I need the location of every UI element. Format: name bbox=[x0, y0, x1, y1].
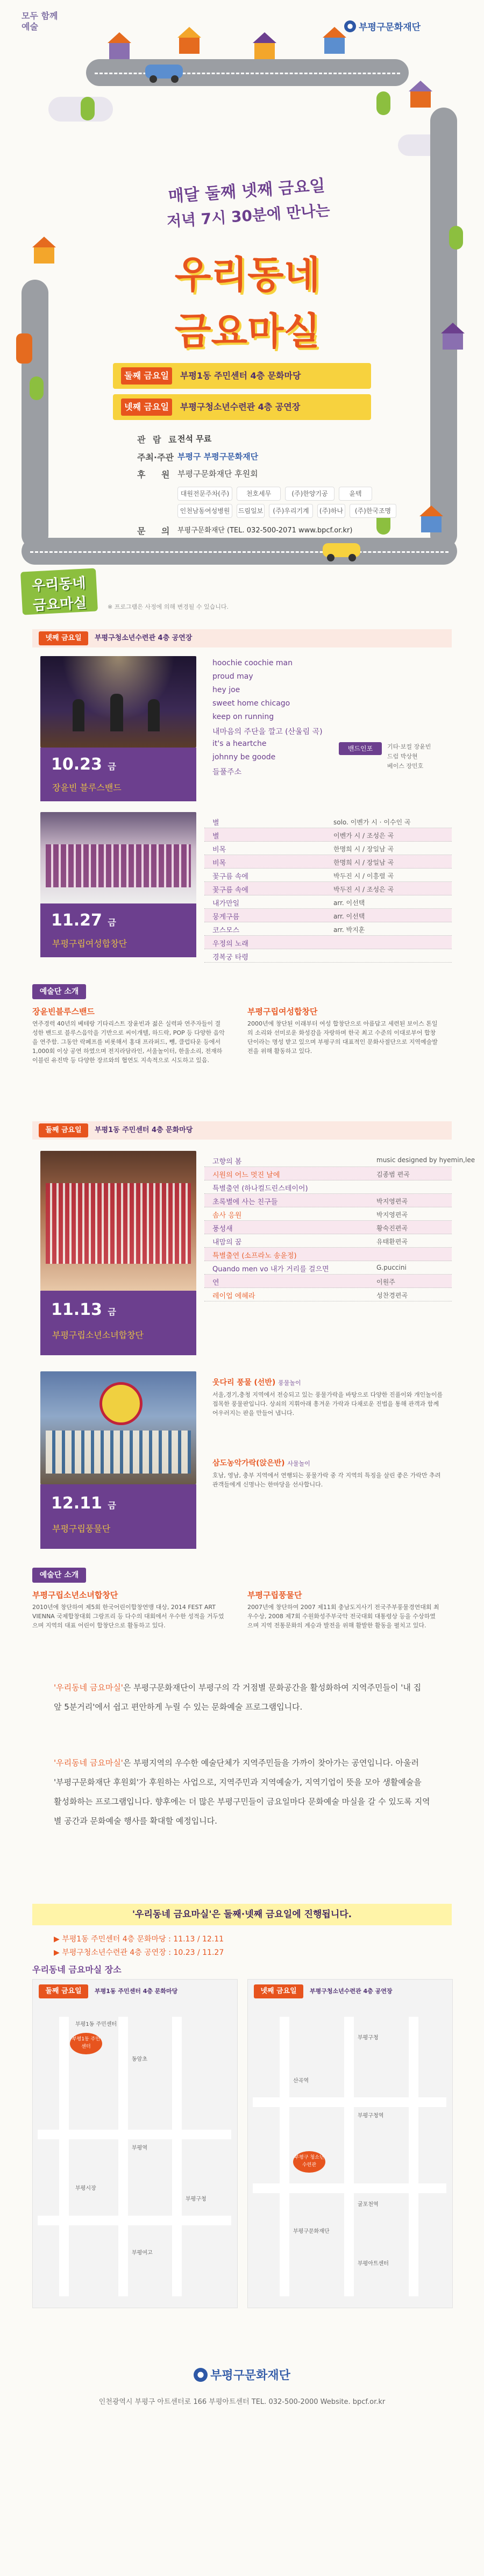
event3-performer: 부평구립소년소녀합창단 bbox=[52, 1330, 144, 1340]
map-road bbox=[118, 2017, 128, 2296]
sponsor-logo: 드림일보 bbox=[237, 504, 265, 518]
program-title: 별 bbox=[212, 819, 219, 827]
band-member: 드럼 박상현 bbox=[387, 753, 418, 760]
program-title: 연 bbox=[212, 1279, 219, 1287]
song-title: it's a heartche bbox=[212, 739, 267, 748]
event2-performer: 부평구립여성합창단 bbox=[52, 938, 127, 949]
event3-date bbox=[51, 1300, 116, 1319]
program-title: 레이업 에헤라 bbox=[212, 1292, 255, 1300]
sponsor-value: 부평구문화재단 후원회 bbox=[177, 469, 258, 479]
event3-date-value: 11.13 bbox=[51, 1300, 102, 1319]
sponsor-logo: (주)한양기공 bbox=[285, 487, 334, 501]
choir-rows bbox=[46, 844, 191, 887]
map-road bbox=[172, 2017, 182, 2296]
venue-tag-2: 넷째 금요일 bbox=[121, 399, 172, 416]
map2-tag: 넷째 금요일 bbox=[254, 1984, 303, 1998]
program-performer: 이원주 bbox=[376, 1278, 395, 1286]
car-icon bbox=[145, 65, 183, 79]
host-value: 부평구 부평구문화재단 bbox=[177, 452, 259, 461]
program-performer: 박두진 시 / 조성은 곡 bbox=[333, 886, 394, 893]
performer-figure bbox=[73, 699, 84, 731]
event1-date-value: 10.23 bbox=[51, 755, 102, 774]
band-member: 기타·보컬 장윤빈 bbox=[387, 743, 431, 750]
sponsor-logo: 인천남동여성병원 bbox=[177, 504, 232, 518]
hero-title-line2: 금요마실 bbox=[174, 309, 321, 353]
road-middle bbox=[22, 538, 457, 565]
event2-date bbox=[51, 911, 116, 930]
map1-place: 부평1동 주민센터 4층 문화마당 bbox=[95, 1988, 178, 1995]
sponsor-logo: 천호세무 bbox=[237, 487, 281, 501]
map2-label: 부평구청 bbox=[358, 2035, 379, 2041]
event1-date bbox=[51, 755, 116, 774]
band-member: 베이스 장민호 bbox=[387, 763, 424, 770]
song-title: sweet home chicago bbox=[212, 699, 290, 708]
map2-label: 부평아트센터 bbox=[358, 2261, 389, 2267]
event2-date-box bbox=[40, 903, 196, 957]
tree-icon bbox=[449, 226, 463, 250]
song-title: 들풀주소 bbox=[212, 768, 242, 777]
program-title: 초록별에 사는 친구들 bbox=[212, 1198, 278, 1206]
choir-rows bbox=[46, 1183, 191, 1264]
house-icon bbox=[108, 32, 131, 59]
program-performer: 이벤가 시 / 조성은 곡 bbox=[333, 832, 394, 839]
program-title: 경복궁 타령 bbox=[212, 953, 248, 962]
event4-performer: 부평구립풍물단 bbox=[52, 1524, 111, 1534]
program-title: 풍성새 bbox=[212, 1225, 233, 1233]
song-title: hoochie coochie man bbox=[212, 659, 293, 667]
program-row bbox=[204, 828, 452, 842]
reminder-1: ▶ 부평1동 주민센터 4층 문화마당 : 11.13 / 12.11 bbox=[54, 1935, 224, 1944]
event4-date-box bbox=[40, 1484, 196, 1549]
program-title: 꽃구름 속에 bbox=[212, 873, 248, 881]
about-p2-highlight: '우리동네 금요마실' bbox=[54, 1758, 123, 1768]
event4-photo bbox=[40, 1371, 196, 1484]
hero-subtitle-line2: 저녁 7시 30분에 만나는 bbox=[166, 201, 331, 231]
performers-row bbox=[46, 1431, 191, 1474]
program-performer: 박지영편곡 bbox=[376, 1211, 408, 1219]
event4-body2: 호남, 영남, 충부 지역에서 연행되는 풍물가락 중 각 지역의 특징을 살린 좋은 가락만 추려 관객들에게 신명나는 한마당을 선사합니다. bbox=[212, 1472, 441, 1488]
program-performer: 박지영편곡 bbox=[376, 1198, 408, 1205]
footer-address: 인천광역시 부평구 아트센터로 166 부평아트센터 TEL. 032-500-2000 Website. bpcf.or.kr bbox=[98, 2398, 386, 2406]
program-row bbox=[204, 1221, 452, 1234]
program-performer: music designed by hyemin,lee bbox=[376, 1156, 475, 1164]
tree-icon bbox=[81, 97, 95, 120]
program-row bbox=[204, 855, 452, 869]
program-title: Quando men vo 내가 거리를 걸으면 bbox=[212, 1265, 329, 1273]
program-performer: 박두진 시 / 이흥렬 곡 bbox=[333, 872, 394, 880]
map1-label: 부평구청 bbox=[186, 2196, 207, 2202]
side-badge-line2: 금요마실 bbox=[32, 595, 88, 614]
intro3-name: 부평구립소년소녀합창단 bbox=[32, 1590, 118, 1600]
event3-date-box bbox=[40, 1291, 196, 1355]
map1-label: 부평역 bbox=[132, 2145, 147, 2151]
event2-date-value: 11.27 bbox=[51, 911, 102, 930]
section1-tag: 넷째 금요일 bbox=[39, 631, 88, 645]
program-performer: 황숙진편곡 bbox=[376, 1225, 408, 1232]
sponsor-logo: (주)하나 bbox=[317, 504, 345, 518]
event4-date bbox=[51, 1494, 116, 1513]
map2-pin: 부평구 청소년수련관 bbox=[293, 2151, 325, 2173]
map-road bbox=[253, 2183, 446, 2193]
map2-place: 부평구청소년수련관 4층 공연장 bbox=[310, 1988, 393, 1995]
program-performer: arr. 이선택 bbox=[333, 899, 365, 907]
corner-label bbox=[22, 11, 65, 32]
program-title: 꽃구름 속에 bbox=[212, 886, 248, 894]
program-title: 비목 bbox=[212, 846, 226, 854]
event1-photo bbox=[40, 656, 196, 748]
about-p2-text: 은 부평지역의 우수한 예술단체가 지역주민들을 가까이 찾아가는 공연입니다. 아울러 '부평구문화재단 후원회'가 후원하는 사업으로, 지역주민과 지역예술가, 지역기업이 뜻을 모아 생활예술을 활성화하는 프로그램입니다. 향후에는 더 많은 부평구민들이 금요일마다 문화예술 마실을 갈 수 있도록 지역별 공간과 문화예술 행사를 확대할 예정입니다. bbox=[54, 1758, 430, 1826]
program-title: 특별출연 (하나컬드린스테이어) bbox=[212, 1185, 308, 1193]
sponsor-logo: (주)한국조명 bbox=[350, 504, 396, 518]
program-title: 우정의 노래 bbox=[212, 940, 248, 948]
swirl-logo-icon bbox=[194, 2368, 208, 2382]
sponsor-label: 후 원 bbox=[137, 469, 176, 480]
car-icon bbox=[323, 543, 360, 557]
sponsor-logo: (주)우리기계 bbox=[269, 504, 313, 518]
map-road bbox=[253, 2097, 446, 2107]
about-paragraph-1 bbox=[54, 1678, 430, 1717]
tree-icon bbox=[30, 376, 44, 400]
map2-label: 부평구문화재단 bbox=[293, 2229, 330, 2235]
performer-figure bbox=[148, 699, 160, 731]
sponsor-logo: 윤텍 bbox=[339, 487, 372, 501]
map-road bbox=[38, 2130, 231, 2139]
map1-label: 부평1동 주민센터 bbox=[75, 2022, 117, 2027]
corner-label-text: 모두 함께 예술 bbox=[22, 11, 58, 32]
program-title: 별 bbox=[212, 832, 219, 841]
program-performer: 김종범 편곡 bbox=[376, 1171, 410, 1178]
intro4-name: 부평구립풍물단 bbox=[247, 1590, 302, 1600]
program-title: 코스모스 bbox=[212, 927, 240, 935]
map1-label: 동암초 bbox=[132, 2056, 147, 2062]
event3-photo bbox=[40, 1151, 196, 1291]
song-title: proud may bbox=[212, 672, 253, 681]
hero-subtitle bbox=[133, 169, 361, 233]
house-icon bbox=[32, 237, 56, 264]
program-performer: 유태환편곡 bbox=[376, 1238, 408, 1246]
reminder-2: ▶ 부평구청소년수련관 4층 공연장 : 10.23 / 11.27 bbox=[54, 1948, 224, 1957]
map-road bbox=[344, 2017, 354, 2296]
program-title: 특별출연 (소프라노 송윤정) bbox=[212, 1252, 297, 1260]
program-row bbox=[204, 815, 452, 828]
program-performer: arr. 박지훈 bbox=[333, 926, 365, 934]
event4-date-value: 12.11 bbox=[51, 1494, 102, 1513]
event4-name1: 웃다리 풍물 (선반) 풍물놀이 bbox=[212, 1378, 301, 1387]
schedule-banner-text: '우리동네 금요마실'은 둘째·넷째 금요일에 진행됩니다. bbox=[132, 1909, 352, 1920]
intro3-body: 2010년에 창단하여 제5회 한국어린이합창연맹 대상, 2014 FEST ART VIENNA 국제합창대회 그랑프리 등 다수의 대회에서 우수한 성적을 거두었으며 지역의 대표 어린이 합창단으로 활동하고 있다. bbox=[32, 1604, 224, 1629]
program-title: 내맘의 꿈 bbox=[212, 1239, 242, 1247]
program-title: 내가만일 bbox=[212, 900, 240, 908]
program-row bbox=[204, 895, 452, 909]
hero-title-line1: 우리동네 bbox=[174, 253, 321, 297]
contact-label: 문 의 bbox=[137, 526, 176, 536]
car-icon bbox=[16, 333, 32, 364]
event4-body1: 서울,경기,충청 지역에서 전승되고 있는 풍물가락을 바탕으로 다양한 진풀이와 개인놀이를 접목한 풍물판입니다. 상쇠의 지휘아래 흥겨운 가락과 다채로운 진법을 통해 관객과 함께 어우러지는 판을 만들어 냅니다. bbox=[212, 1391, 443, 1417]
program-row bbox=[204, 842, 452, 855]
map2-label: 굴포천역 bbox=[358, 2202, 379, 2208]
event2-photo bbox=[40, 812, 196, 903]
map1-label: 부평여고 bbox=[132, 2250, 153, 2256]
song-title: 내마음의 주단을 깔고 (산울림 곡) bbox=[212, 728, 323, 736]
about-p1-text: 은 부평구문화재단이 부평구의 각 거점별 문화공간을 활성화하여 지역주민들이 '내 집 앞 5분거리'에서 쉽고 편안하게 누릴 수 있는 문화예술 프로그램입니다. bbox=[54, 1683, 422, 1712]
program-title: 솜사 응원 bbox=[212, 1212, 242, 1220]
program-performer: 한명희 시 / 장일남 곡 bbox=[333, 859, 394, 866]
map-road bbox=[38, 2216, 231, 2225]
program-title: 시원의 어느 멋진 날에 bbox=[212, 1171, 280, 1179]
map2-label: 산곡역 bbox=[293, 2078, 309, 2084]
org-logo bbox=[344, 19, 421, 33]
program-title: 고향의 봄 bbox=[212, 1158, 242, 1166]
program-performer: arr. 이선택 bbox=[333, 913, 365, 920]
program-performer: 성찬경편곡 bbox=[376, 1292, 408, 1299]
song-title: hey joe bbox=[212, 686, 240, 694]
host-label: 주최·주관 bbox=[137, 452, 174, 462]
map1-label: 부평시장 bbox=[75, 2186, 96, 2191]
section1-place: 부평구청소년수련관 4층 공연장 bbox=[95, 634, 193, 642]
house-icon bbox=[323, 27, 346, 54]
event1-performer: 장윤빈 블루스밴드 bbox=[52, 782, 122, 793]
tree-icon bbox=[376, 91, 390, 115]
notice-text: ※ 프로그램은 사정에 의해 변경될 수 있습니다. bbox=[108, 603, 229, 610]
schedule-banner bbox=[32, 1904, 452, 1925]
section2-place: 부평1동 주민센터 4층 문화마당 bbox=[95, 1126, 193, 1134]
road-top bbox=[86, 59, 409, 86]
event1-date-box bbox=[40, 748, 196, 801]
admission-label: 관 람 료 bbox=[137, 435, 179, 445]
song-title: johnny be goode bbox=[212, 753, 276, 762]
venue-place-2: 부평구청소년수련관 4층 공연장 bbox=[180, 402, 301, 412]
section2-intro-tag: 예술단 소개 bbox=[32, 1568, 86, 1583]
program-performer: 한명희 시 / 장일남 곡 bbox=[333, 845, 394, 853]
section2-tag: 둘째 금요일 bbox=[39, 1123, 88, 1137]
house-icon bbox=[253, 32, 276, 59]
event4-weekday: 금 bbox=[108, 1500, 116, 1511]
program-performer: solo. 이벤가 시 · 이수인 곡 bbox=[333, 819, 411, 826]
org-name: 부평구문화재단 bbox=[359, 22, 421, 33]
about-paragraph-2 bbox=[54, 1753, 430, 1831]
house-icon bbox=[441, 323, 465, 350]
venue-place-1: 부평1동 주민센터 4층 문화마당 bbox=[180, 371, 301, 381]
footer-org-name: 부평구문화재단 bbox=[210, 2369, 290, 2382]
map-road bbox=[59, 2017, 69, 2296]
program-performer: G.puccini bbox=[376, 1264, 407, 1271]
map-road bbox=[280, 2017, 289, 2296]
side-badge-line1: 우리동네 bbox=[31, 575, 87, 594]
intro2-name: 부평구립여성합창단 bbox=[247, 1007, 318, 1016]
event1-weekday: 금 bbox=[108, 762, 116, 772]
song-title: keep on running bbox=[212, 713, 274, 721]
admission-value: 전석 무료 bbox=[177, 434, 212, 444]
event3-weekday: 금 bbox=[108, 1307, 116, 1317]
program-row bbox=[204, 922, 452, 936]
map-road bbox=[409, 2017, 418, 2296]
program-title: 비목 bbox=[212, 859, 226, 867]
hero-subtitle-line1: 매달 둘째 넷째 금요일 bbox=[167, 176, 326, 207]
performer-figure bbox=[110, 694, 123, 731]
about-p1-highlight: '우리동네 금요마실' bbox=[54, 1683, 123, 1692]
venue-tag-1: 둘째 금요일 bbox=[121, 367, 172, 385]
intro4-body: 2007년에 창단하여 2007 제11회 충남도지사기 전국주부풍물경연대회 최우수상, 2008 제7회 수원화성주부국악 전국대회 대통령상 등을 수상하였으며 지역 전통문화의 계승과 발전을 위해 활발한 활동을 펼치고 있다. bbox=[247, 1604, 439, 1629]
map1-tag: 둘째 금요일 bbox=[39, 1984, 88, 1998]
intro1-name: 장윤빈블루스밴드 bbox=[32, 1007, 95, 1016]
hero-title bbox=[124, 245, 371, 355]
contact-value: 부평구문화재단 (TEL. 032-500-2071 www.bpcf.or.kr) bbox=[177, 526, 353, 535]
map2-label: 부평구청역 bbox=[358, 2113, 384, 2119]
house-icon bbox=[409, 81, 432, 108]
drum-circle bbox=[99, 1382, 143, 1425]
map-section-title: 우리동네 금요마실 장소 bbox=[32, 1965, 122, 1975]
intro2-body: 2000년에 창단된 이래부터 여성 합창단으로 아름답고 세련된 보이스 톤일의 소리와 선미로운 화성감을 자랑하며 한국 최고 수준의 이대로부어 합창단이라는 명성 받고 있으며 부평구의 대표적인 문화사절단으로 지역예술발전을 위해 활동하고 있다. bbox=[247, 1020, 438, 1055]
map1-pin: 부평1동 주민센터 bbox=[70, 2033, 102, 2054]
program-title: 뭉게구름 bbox=[212, 913, 240, 921]
house-icon bbox=[419, 506, 443, 532]
footer-logo bbox=[0, 2366, 484, 2383]
program-row bbox=[204, 1275, 452, 1288]
event4-name2: 삼도농악가락(앉은반) 사물놀이 bbox=[212, 1459, 310, 1468]
sponsor-logo: 대원전문주차(주) bbox=[177, 487, 232, 501]
band-label: 밴드인포 bbox=[339, 742, 382, 755]
program-row bbox=[204, 909, 452, 922]
intro1-body: 연주경력 40년의 베테랑 기타리스트 장윤빈과 젊은 실력파 연주자들이 결성한 밴드로 블루스음악을 기반으로 씨이개텔, 하드락, POP 등 다양한 음악을 연주함. 그동안 락페프를 비롯해서 홍대 프라퍼드, 뺑, 클럽타운 등에서 1,000회 이상 공연 하였으며 전지라담라인, 서울놀이터, 한울소리, 전재하이블린 유진박 등 다양한 장르와의 협연도 지속적으로 시도하고 있음. bbox=[32, 1020, 225, 1064]
section1-intro-tag: 예술단 소개 bbox=[32, 984, 86, 999]
house-icon bbox=[177, 27, 201, 54]
road-left bbox=[22, 280, 48, 549]
event2-weekday: 금 bbox=[108, 917, 116, 928]
side-badge bbox=[20, 568, 98, 615]
